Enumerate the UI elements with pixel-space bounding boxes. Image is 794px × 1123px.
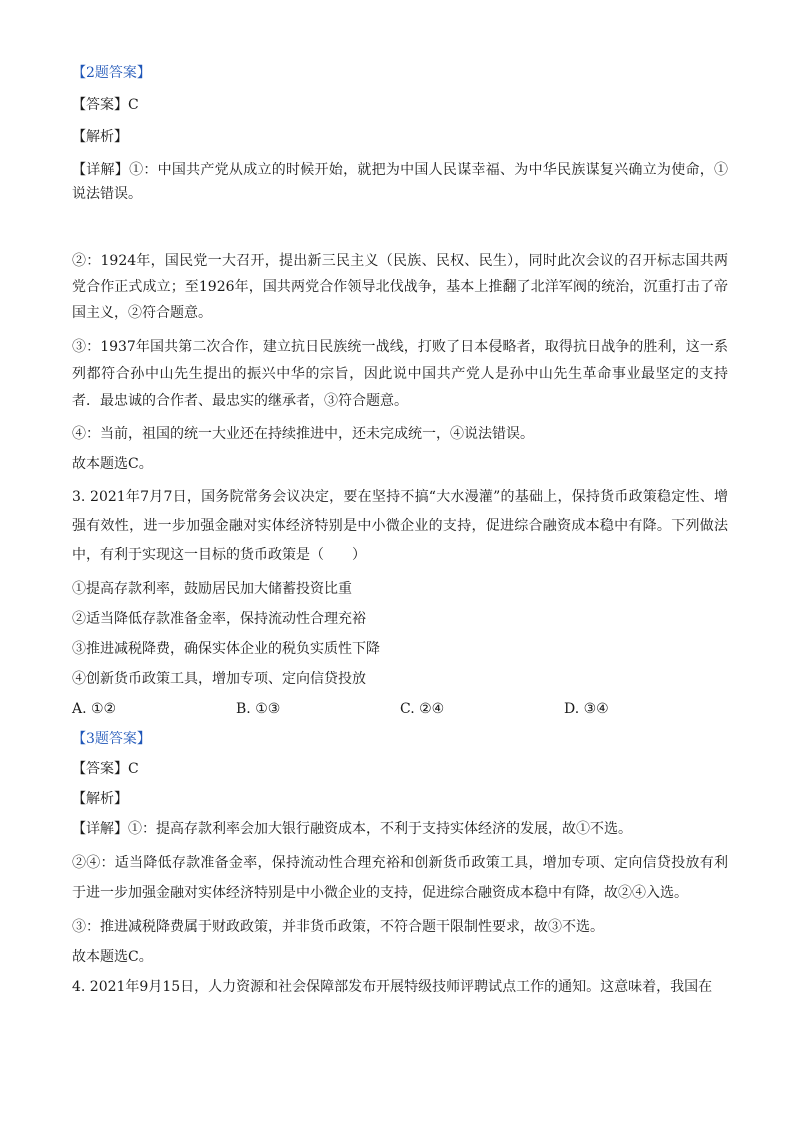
q3-statement-1: ①提高存款利率，鼓励居民加大储蓄投资比重 — [72, 581, 352, 597]
q3-detail-1: 【详解】①：提高存款利率会加大银行融资成本，不利于支持实体经济的发展，故①不选。 — [72, 821, 632, 837]
q3-detail-3: ③：推进减税降费属于财政政策，并非货币政策，不符合题干限制性要求，故③不选。 — [72, 919, 604, 935]
q3-answer-heading: 【3题答案】 — [72, 731, 151, 747]
q3-conclusion: 故本题选C。 — [72, 949, 153, 965]
q3-options — [72, 698, 728, 720]
q2-detail-1: 【详解】①：中国共产党从成立的时候开始，就把为中国人民谋幸福、为中华民族谋复兴确立为使命，①说法错误。 — [72, 162, 728, 202]
q2-detail-4: ④：当前，祖国的统一大业还在持续推进中，还未完成统一，④说法错误。 — [72, 426, 534, 442]
q4-stem: 4. 2021年9月15日，人力资源和社会保障部发布开展特级技师评聘试点工作的通知。这意味着，我国在 — [72, 979, 713, 995]
q2-detail-3: ③：1937年国共第二次合作，建立抗日民族统一战线，打败了日本侵略者，取得抗日战争的胜利，这一系列都符合孙中山先生提出的振兴中华的宗旨，因此说中国共产党人是孙中山先生革命事业最坚定的支持者．最忠诚的合作者、最忠实的继承者，③符合题意。 — [72, 339, 728, 409]
q2-answer-heading: 【2题答案】 — [72, 65, 151, 81]
q3-statement-3: ③推进减税降费，确保实体企业的税负实质性下降 — [72, 641, 380, 657]
q3-detail-2: ②④：适当降低存款准备金率，保持流动性合理充裕和创新货币政策工具，增加专项、定向信贷投放有利于进一步加强金融对实体经济特别是中小微企业的支持，促进综合融资成本稳中有降，故②④入选。 — [72, 855, 728, 901]
q3-statement-2: ②适当降低存款准备金率，保持流动性合理充裕 — [72, 611, 366, 627]
q3-stem: 3. 2021年7月7日，国务院常务会议决定，要在坚持不搞“大水漫灌”的基础上，保持货币政策稳定性、增强有效性，进一步加强金融对实体经济特别是中小微企业的支持，促进综合融资成本稳中有降。下列做法中，有利于实现这一目标的货币政策是（ ） — [72, 489, 728, 563]
q2-conclusion: 故本题选C。 — [72, 456, 153, 472]
q2-answer: 【答案】C — [72, 97, 139, 113]
q3-option-b: B. ①③ — [236, 701, 281, 717]
q2-detail-2: ②：1924年，国民党一大召开，提出新三民主义（民族、民权、民生），同时此次会议的召开标志国共两党合作正式成立；至1926年，国共两党合作领导北伐战争，基本上推翻了北洋军阀的统治，沉重打击了帝国主义，②符合题意。 — [72, 253, 728, 321]
q3-option-a: A. ①② — [72, 701, 117, 717]
document-page — [72, 62, 728, 998]
q3-statement-4: ④创新货币政策工具，增加专项、定向信贷投放 — [72, 671, 366, 687]
q3-answer: 【答案】C — [72, 761, 139, 777]
q3-analysis-label: 【解析】 — [72, 791, 128, 807]
q3-option-c: C. ②④ — [400, 701, 445, 717]
q3-option-d: D. ③④ — [564, 701, 609, 717]
q2-analysis-label: 【解析】 — [72, 129, 128, 145]
